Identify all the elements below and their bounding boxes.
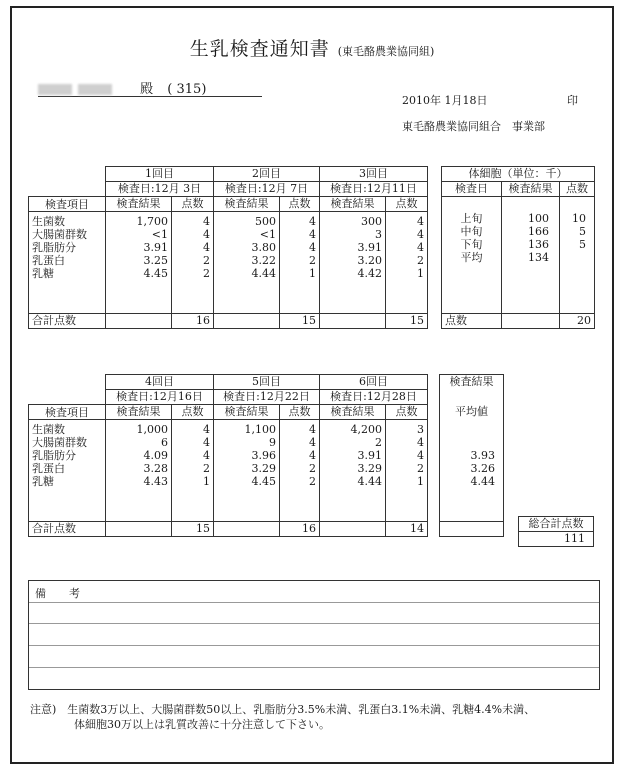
score: 4: [309, 228, 316, 241]
somatic-scores: [560, 212, 595, 314]
item-name: 大腸菌群数: [32, 436, 87, 449]
item-name: 乳蛋白: [32, 462, 65, 475]
average-value: [443, 423, 495, 436]
score: 3: [417, 423, 424, 436]
item-name: 乳脂肪分: [32, 241, 76, 254]
item-header: 検査項目: [29, 405, 106, 420]
value: 500: [255, 215, 276, 228]
value: 6: [161, 436, 168, 449]
round-3-label: 3回目: [320, 167, 428, 182]
somatic-result: 166: [528, 224, 549, 238]
round-4-date: 検査日:12月16日: [106, 390, 214, 405]
somatic-col-date: 検査日: [442, 182, 502, 197]
round-2-total: 15: [280, 314, 320, 329]
somatic-col-score: 点数: [560, 182, 595, 197]
somatic-score: 5: [579, 237, 587, 251]
score: 2: [309, 254, 316, 267]
somatic-result: 134: [528, 250, 549, 264]
round-1-total: 16: [172, 314, 214, 329]
somatic-score: [563, 251, 586, 264]
value: 3.28: [143, 462, 168, 475]
somatic-title: 体細胞（単位：千）: [442, 167, 595, 182]
issue-date: 2010年 1月18日: [402, 94, 488, 107]
score: 4: [203, 436, 210, 449]
result-header: 検査結果: [320, 197, 386, 212]
score: 4: [203, 228, 210, 241]
result-header: 検査結果: [214, 405, 280, 420]
value: 3.96: [251, 449, 276, 462]
somatic-periods: [442, 212, 502, 314]
somatic-total: 20: [560, 314, 595, 329]
grand-total-value: 111: [519, 532, 594, 547]
value: 2: [375, 436, 382, 449]
value: 4.43: [143, 475, 168, 488]
round-5-date: 検査日:12月22日: [214, 390, 320, 405]
item-name: 乳糖: [32, 267, 54, 280]
round-2-date: 検査日:12月 7日: [214, 182, 320, 197]
issue-date-row: [402, 92, 582, 108]
remarks-label: 備 考: [35, 587, 86, 600]
remarks-box: [28, 580, 600, 690]
value: 3.20: [357, 254, 382, 267]
round-3-results: [320, 212, 386, 314]
remarks-line: [29, 645, 599, 646]
grand-total-label: 総合計点数: [519, 517, 594, 532]
value: 4.42: [357, 267, 382, 280]
value: 3.91: [357, 241, 382, 254]
somatic-period: 中旬: [460, 224, 483, 238]
score: 2: [203, 462, 210, 475]
score: 4: [417, 228, 424, 241]
remarks-line: [29, 667, 599, 668]
somatic-score: 10: [572, 211, 587, 225]
round-1-results: [106, 212, 172, 314]
average-value: 3.93: [470, 448, 495, 462]
score: 1: [309, 267, 316, 280]
value: 4.45: [251, 475, 276, 488]
value: 1,100: [244, 423, 276, 436]
score: 4: [203, 241, 210, 254]
document-title: [0, 34, 624, 61]
redacted-name-1: [38, 84, 72, 95]
round-2-scores: [280, 212, 320, 314]
redacted-name-2: [78, 84, 112, 95]
seal-mark: 印: [567, 94, 578, 107]
item-name: 乳糖: [32, 475, 54, 488]
round-6-results: [320, 420, 386, 522]
title-org: (東毛酪農業協同組): [337, 45, 435, 58]
score: 2: [309, 475, 316, 488]
average-title: 検査結果: [440, 375, 504, 390]
remarks-line: [29, 623, 599, 624]
top-results-table: [28, 166, 595, 329]
item-name: 大腸菌群数: [32, 228, 87, 241]
total-label: 合計点数: [29, 314, 106, 329]
result-header: 検査結果: [106, 405, 172, 420]
value: 4,200: [350, 423, 382, 436]
somatic-results: [502, 212, 560, 314]
round-5-total: 16: [280, 522, 320, 537]
score-header: 点数: [172, 405, 214, 420]
score: 2: [309, 462, 316, 475]
bottom-results-table: [28, 374, 504, 537]
round-4-scores: [172, 420, 214, 522]
addressee-code: ( 315): [167, 82, 207, 97]
round-1-scores: [172, 212, 214, 314]
score: 1: [203, 475, 210, 488]
result-header: 検査結果: [106, 197, 172, 212]
average-value: 4.44: [470, 474, 495, 488]
notice-line-2: 体細胞30万以上は乳質改善に十分注意して下さい。: [74, 718, 330, 731]
score: 4: [417, 449, 424, 462]
value: 3.29: [357, 462, 382, 475]
title-text: 生乳検査通知書: [189, 38, 330, 60]
value: 1,000: [136, 423, 168, 436]
value: 3.25: [143, 254, 168, 267]
value: <1: [259, 228, 276, 241]
score: 4: [203, 449, 210, 462]
item-name: 生菌数: [32, 215, 65, 228]
score: 1: [417, 267, 424, 280]
round-6-total: 14: [386, 522, 428, 537]
value: <1: [151, 228, 168, 241]
score: 2: [203, 267, 210, 280]
notice-text: [30, 702, 535, 732]
value: 3.80: [251, 241, 276, 254]
score: 4: [203, 215, 210, 228]
value: 3: [375, 228, 382, 241]
score: 2: [203, 254, 210, 267]
average-values: [440, 420, 504, 522]
value: 1,700: [136, 215, 168, 228]
score: 1: [417, 475, 424, 488]
average-value: [443, 436, 495, 449]
round-2-results: [214, 212, 280, 314]
score-header: 点数: [280, 405, 320, 420]
item-list: [29, 420, 106, 522]
somatic-period: 平均: [460, 250, 483, 264]
round-5-scores: [280, 420, 320, 522]
value: 4.44: [251, 267, 276, 280]
somatic-result: 136: [528, 237, 549, 251]
value: 3.29: [251, 462, 276, 475]
round-5-results: [214, 420, 280, 522]
round-4-results: [106, 420, 172, 522]
value: 4.45: [143, 267, 168, 280]
addressee-suffix: 殿: [140, 82, 154, 97]
average-subtitle: 平均値: [440, 405, 504, 420]
round-1-label: 1回目: [106, 167, 214, 182]
item-name: 乳蛋白: [32, 254, 65, 267]
round-3-date: 検査日:12月11日: [320, 182, 428, 197]
notice-line-1: 注意) 生菌数3万以上、大腸菌群数50以上、乳脂肪分3.5%未満、乳蛋白3.1%未満、乳糖4.4%未満、: [30, 703, 536, 716]
value: 9: [269, 436, 276, 449]
round-6-label: 6回目: [320, 375, 428, 390]
somatic-period: 上旬: [460, 211, 483, 225]
result-header: 検査結果: [320, 405, 386, 420]
issuer: 東毛酪農業協同組合 事業部: [402, 120, 545, 133]
score: 4: [309, 241, 316, 254]
score: 4: [417, 215, 424, 228]
item-name: 乳脂肪分: [32, 449, 76, 462]
round-6-scores: [386, 420, 428, 522]
round-2-label: 2回目: [214, 167, 320, 182]
score: 2: [417, 254, 424, 267]
round-3-total: 15: [386, 314, 428, 329]
score: 2: [417, 462, 424, 475]
score: 4: [309, 215, 316, 228]
score: 4: [417, 241, 424, 254]
somatic-total-label: 点数: [442, 314, 502, 329]
item-header: 検査項目: [29, 197, 106, 212]
round-6-date: 検査日:12月28日: [320, 390, 428, 405]
score: 4: [417, 436, 424, 449]
round-5-label: 5回目: [214, 375, 320, 390]
somatic-score: 5: [579, 224, 587, 238]
round-4-total: 15: [172, 522, 214, 537]
value: 4.44: [357, 475, 382, 488]
score-header: 点数: [172, 197, 214, 212]
score: 4: [309, 423, 316, 436]
result-header: 検査結果: [214, 197, 280, 212]
item-name: 生菌数: [32, 423, 65, 436]
score-header: 点数: [386, 197, 428, 212]
somatic-col-result: 検査結果: [502, 182, 560, 197]
score-header: 点数: [280, 197, 320, 212]
item-list: [29, 212, 106, 314]
round-3-scores: [386, 212, 428, 314]
somatic-period: 下旬: [460, 237, 483, 251]
round-1-date: 検査日:12月 3日: [106, 182, 214, 197]
score: 4: [309, 436, 316, 449]
total-label: 合計点数: [29, 522, 106, 537]
grand-total-table: [518, 516, 594, 547]
average-value: 3.26: [470, 461, 495, 475]
score: 4: [203, 423, 210, 436]
value: 3.22: [251, 254, 276, 267]
value: 4.09: [143, 449, 168, 462]
score-header: 点数: [386, 405, 428, 420]
value: 3.91: [357, 449, 382, 462]
round-4-label: 4回目: [106, 375, 214, 390]
remarks-line: [29, 602, 599, 603]
addressee: [38, 78, 262, 97]
score: 4: [309, 449, 316, 462]
value: 3.91: [143, 241, 168, 254]
somatic-result: 100: [528, 211, 549, 225]
value: 300: [361, 215, 382, 228]
